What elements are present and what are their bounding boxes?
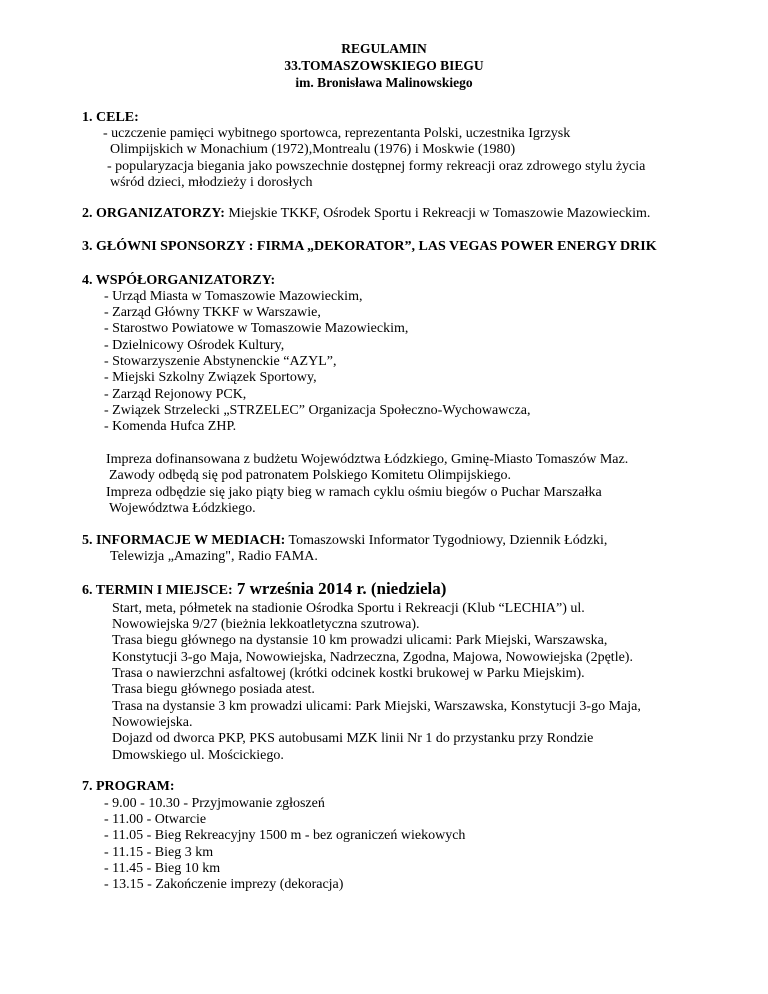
section-6-line: Nowowiejska 9/27 (bieżnia lekkoatletyczna szutrowa).: [112, 617, 420, 632]
section-6-line: Trasa o nawierzchni asfaltowej (krótki odcinek kostki brukowej w Parku Miejskim).: [112, 666, 585, 681]
section-6-heading: 6. TERMIN I MIEJSCE:: [82, 583, 233, 598]
coorganizer-item: - Starostwo Powiatowe w Tomaszowie Mazowieckim,: [104, 321, 409, 336]
section-1-line: wśród dzieci, młodzieży i dorosłych: [110, 175, 313, 190]
section-6-line: Start, meta, półmetek na stadionie Ośrodka Sportu i Rekreacji (Klub “LECHIA”) ul.: [112, 601, 585, 616]
program-item: - 11.00 - Otwarcie: [104, 812, 207, 827]
funding-note-line: Województwa Łódzkiego.: [109, 501, 256, 516]
title-line-2: 33.TOMASZOWSKIEGO BIEGU: [284, 58, 484, 73]
section-1-line: Olimpijskich w Monachium (1972),Montrealu (1976) i Moskwie (1980): [110, 142, 516, 157]
section-6-line: Konstytucji 3-go Maja, Nowowiejska, Nadrzeczna, Zgodna, Majowa, Nowowiejska (2pętle).: [112, 650, 633, 665]
section-6-line: Trasa biegu głównego posiada atest.: [112, 682, 315, 697]
section-6-line: Trasa biegu głównego na dystansie 10 km prowadzi ulicami: Park Miejski, Warszawska,: [112, 633, 608, 648]
section-4-heading: 4. WSPÓŁORGANIZATORZY:: [82, 273, 276, 288]
funding-note-line: Impreza dofinansowana z budżetu Województwa Łódzkiego, Gminę-Miasto Tomaszów Maz.: [106, 452, 629, 467]
section-2-text: Miejskie TKKF, Ośrodek Sportu i Rekreacji w Tomaszowie Mazowieckim.: [224, 206, 651, 221]
coorganizer-item: - Związek Strzelecki „STRZELEC” Organizacja Społeczno-Wychowawcza,: [104, 403, 531, 418]
coorganizer-item: - Dzielnicowy Ośrodek Kultury,: [104, 338, 285, 353]
section-5-text: Tomaszowski Informator Tygodniowy, Dziennik Łódzki,: [285, 533, 608, 548]
section-7-heading: 7. PROGRAM:: [82, 779, 175, 794]
coorganizer-item: - Zarząd Rejonowy PCK,: [104, 387, 247, 402]
section-6-line: Trasa na dystansie 3 km prowadzi ulicami: Park Miejski, Warszawska, Konstytucji 3-go Maja,: [112, 699, 641, 714]
coorganizer-item: - Miejski Szkolny Związek Sportowy,: [104, 370, 317, 385]
section-2: [82, 205, 650, 222]
title-line-1: REGULAMIN: [341, 41, 427, 56]
section-6-line: Dojazd od dworca PKP, PKS autobusami MZK linii Nr 1 do przystanku przy Rondzie: [112, 731, 594, 746]
section-1-heading: 1. CELE:: [82, 110, 139, 125]
section-3-heading: 3. GŁÓWNI SPONSORZY : FIRMA „DEKORATOR”, LAS VEGAS POWER ENERGY DRIK: [82, 239, 657, 254]
program-item: - 11.45 - Bieg 10 km: [104, 861, 221, 876]
section-6-line: Dmowskiego ul. Mościckiego.: [112, 748, 284, 763]
section-5-heading: 5. INFORMACJE W MEDIACH:: [82, 533, 286, 548]
coorganizer-item: - Stowarzyszenie Abstynenckie “AZYL”,: [104, 354, 337, 369]
section-5-text-2: Telewizja „Amazing", Radio FAMA.: [110, 549, 318, 564]
coorganizer-item: - Zarząd Główny TKKF w Warszawie,: [104, 305, 321, 320]
program-item: - 11.15 - Bieg 3 km: [104, 845, 214, 860]
event-date: 7 września 2014 r. (niedziela): [232, 579, 447, 598]
coorganizer-item: - Komenda Hufca ZHP.: [104, 419, 237, 434]
section-6: [82, 580, 446, 599]
section-1-line: - uczczenie pamięci wybitnego sportowca, reprezentanta Polski, uczestnika Igrzysk: [103, 126, 571, 141]
program-item: - 11.05 - Bieg Rekreacyjny 1500 m - bez ograniczeń wiekowych: [104, 828, 466, 843]
program-item: - 9.00 - 10.30 - Przyjmowanie zgłoszeń: [104, 796, 325, 811]
section-1-line: - popularyzacja biegania jako powszechnie dostępnej formy rekreacji oraz zdrowego stylu życia: [107, 159, 646, 174]
funding-note-line: Zawody odbędą się pod patronatem Polskiego Komitetu Olimpijskiego.: [109, 468, 512, 483]
title-line-3: im. Bronisława Malinowskiego: [295, 75, 473, 90]
coorganizer-item: - Urząd Miasta w Tomaszowie Mazowieckim,: [104, 289, 363, 304]
section-2-heading: 2. ORGANIZATORZY:: [82, 206, 225, 221]
section-5: [82, 532, 607, 549]
funding-note-line: Impreza odbędzie się jako piąty bieg w ramach cyklu ośmiu biegów o Puchar Marszałka: [106, 485, 602, 500]
section-6-line: Nowowiejska.: [112, 715, 193, 730]
program-item: - 13.15 - Zakończenie imprezy (dekoracja): [104, 877, 344, 892]
